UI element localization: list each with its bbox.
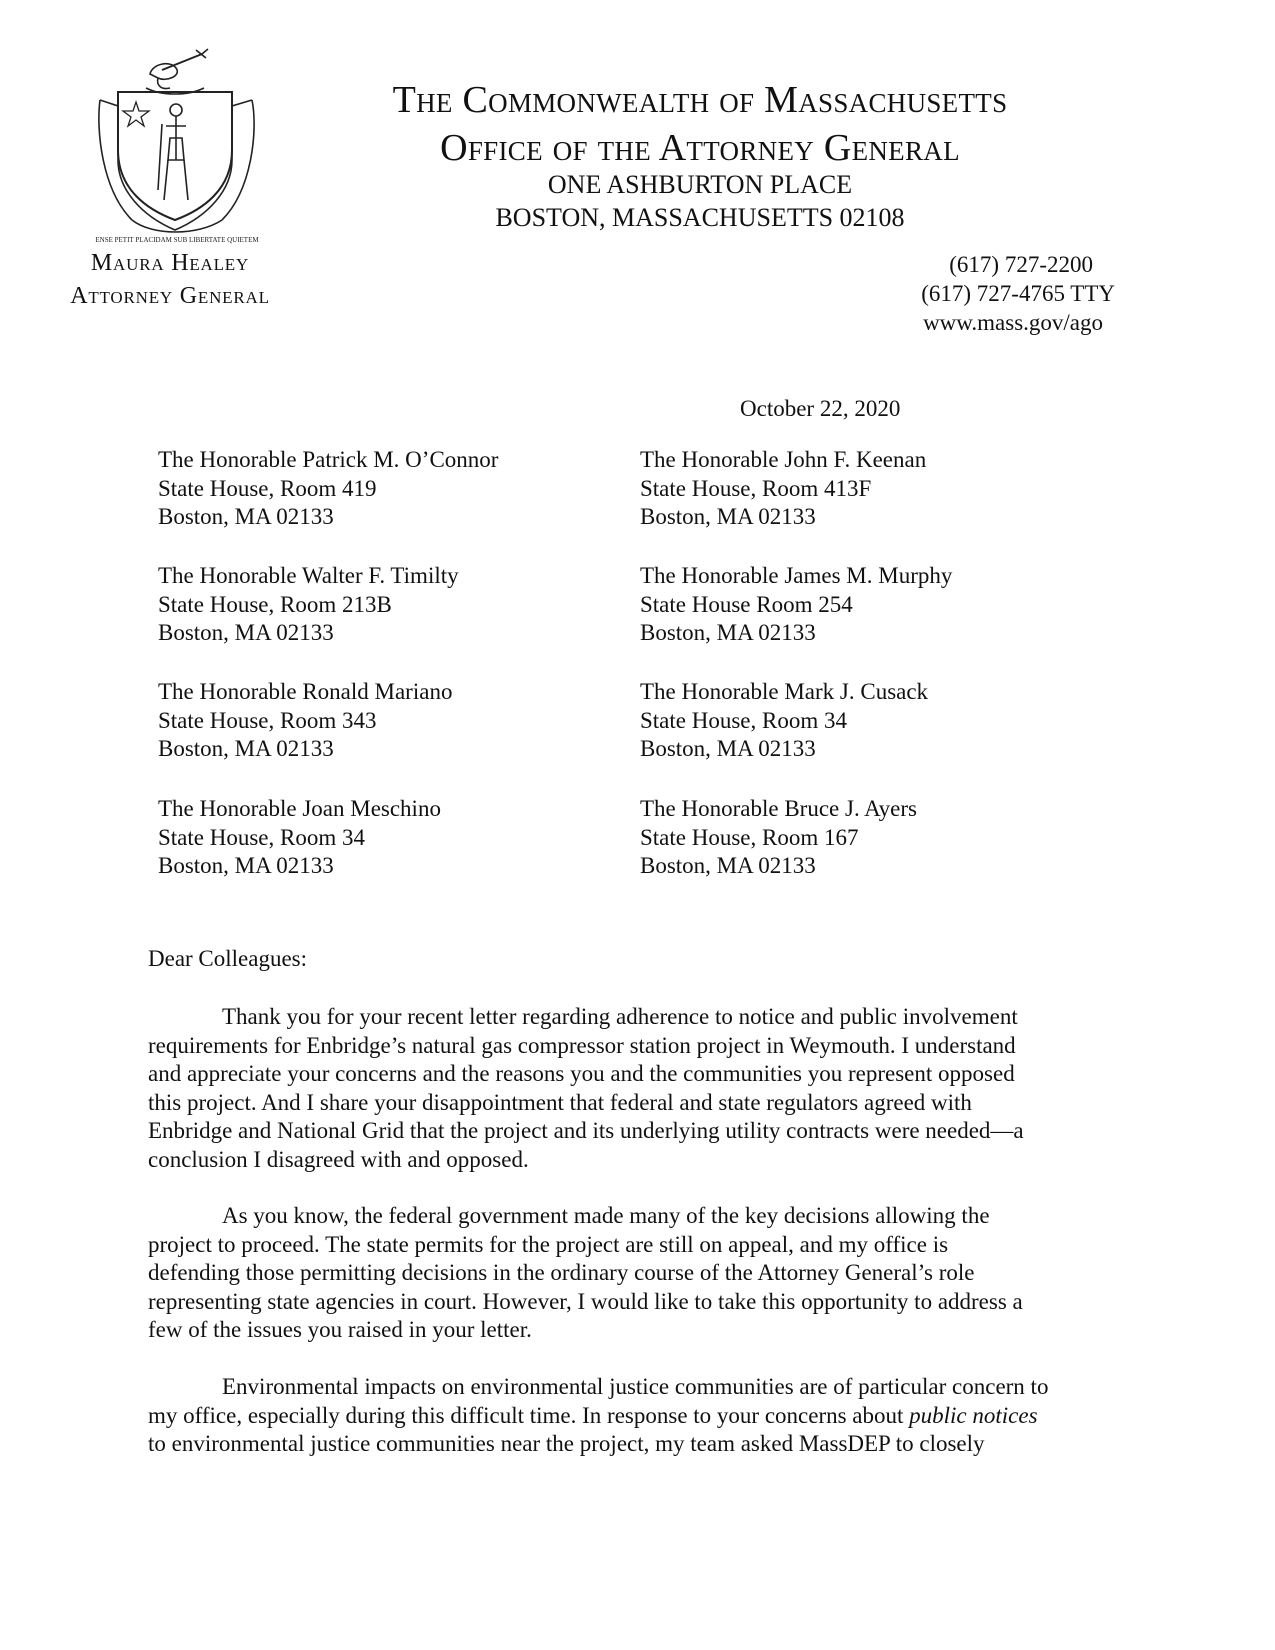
recipient-block (640, 562, 952, 648)
attorney-title: Attorney General (70, 283, 270, 309)
recipient-block (640, 446, 926, 532)
recipient-name: The Honorable John F. Keenan (640, 447, 927, 472)
paragraph-line (148, 1402, 1148, 1431)
recipient-name: The Honorable Mark J. Cusack (640, 679, 929, 704)
paragraph-line: representing state agencies in court. However, I would like to take this opportunity to address a (148, 1288, 1023, 1314)
recipient-room: State House, Room 34 (640, 707, 847, 733)
recipient-name: The Honorable Joan Meschino (158, 796, 441, 821)
paragraph-line: few of the issues you raised in your letter. (148, 1317, 532, 1342)
recipient-city: Boston, MA 02133 (640, 853, 816, 878)
contact-tty: (617) 727-4765 TTY (921, 281, 1115, 306)
letter-date: October 22, 2020 (740, 396, 901, 421)
commonwealth-seal-image (92, 40, 262, 248)
paragraph-line: requirements for Enbridge’s natural gas compressor station project in Weymouth. I understand (148, 1032, 1016, 1058)
recipient-city: Boston, MA 02133 (640, 736, 816, 761)
body-paragraph (148, 1373, 1148, 1459)
paragraph-line: project to proceed. The state permits for the project are still on appeal, and my office is (148, 1231, 949, 1257)
recipient-block (158, 446, 498, 532)
recipient-city: Boston, MA 02133 (158, 853, 334, 878)
recipient-room: State House, Room 213B (158, 591, 392, 617)
body-paragraph (148, 1003, 1148, 1174)
emphasis-text: public notices (909, 1402, 1038, 1428)
recipient-city: Boston, MA 02133 (158, 504, 334, 529)
paragraph-line: to environmental justice communities near the project, my team asked MassDEP to closely (148, 1431, 985, 1456)
recipient-room: State House, Room 167 (640, 824, 859, 850)
recipient-name: The Honorable James M. Murphy (640, 563, 953, 588)
paragraph-line: and appreciate your concerns and the reasons you and the communities you represent opposed (148, 1061, 1015, 1086)
recipient-room: State House, Room 34 (158, 824, 365, 850)
recipient-block (158, 795, 441, 881)
recipient-room: State House, Room 413F (640, 475, 872, 501)
recipient-city: Boston, MA 02133 (158, 620, 334, 645)
header-street: ONE ASHBURTON PLACE (547, 170, 853, 199)
attorney-name: Maura Healey (90, 250, 250, 276)
contact-web: www.mass.gov/ago (923, 310, 1103, 335)
paragraph-line: this project. And I share your disappointment that federal and state regulators agreed with (148, 1089, 972, 1115)
header-commonwealth: The Commonwealth of Massachusetts (392, 79, 1008, 121)
paragraph-line: Enbridge and National Grid that the project and its underlying utility contracts were needed—a (148, 1118, 1024, 1143)
paragraph-text: my office, especially during this difficult time. In response to your concerns about (148, 1402, 910, 1428)
salutation: Dear Colleagues: (148, 946, 308, 971)
recipient-block (640, 678, 928, 764)
recipient-room: State House Room 254 (640, 591, 853, 617)
header-city: BOSTON, MASSACHUSETTS 02108 (495, 203, 905, 232)
recipient-room: State House, Room 419 (158, 475, 377, 501)
recipient-block (158, 562, 459, 648)
paragraph-line: conclusion I disagreed with and opposed. (148, 1146, 529, 1172)
recipient-block (158, 678, 452, 764)
recipient-city: Boston, MA 02133 (640, 620, 816, 645)
paragraph-line: Environmental impacts on environmental justice communities are of particular concern to (222, 1374, 1049, 1399)
recipient-name: The Honorable Walter F. Timilty (158, 563, 459, 588)
recipient-room: State House, Room 343 (158, 707, 377, 733)
recipient-name: The Honorable Ronald Mariano (158, 679, 453, 704)
paragraph-line: As you know, the federal government made many of the key decisions allowing the (222, 1203, 990, 1228)
recipient-block (640, 795, 917, 881)
recipient-city: Boston, MA 02133 (640, 504, 816, 529)
seal-motto-text: ENSE PETIT PLACIDAM SUB LIBERTATE QUIETEM (95, 236, 259, 244)
paragraph-line: Thank you for your recent letter regarding adherence to notice and public involvement (222, 1004, 1018, 1029)
recipient-name: The Honorable Patrick M. O’Connor (158, 447, 499, 472)
body-paragraph (148, 1202, 1148, 1345)
paragraph-line: defending those permitting decisions in the ordinary course of the Attorney General’s role (148, 1260, 975, 1285)
contact-phone: (617) 727-2200 (949, 252, 1093, 277)
recipient-city: Boston, MA 02133 (158, 736, 334, 761)
recipient-name: The Honorable Bruce J. Ayers (640, 796, 917, 821)
header-office: Office of the Attorney General (440, 127, 960, 169)
